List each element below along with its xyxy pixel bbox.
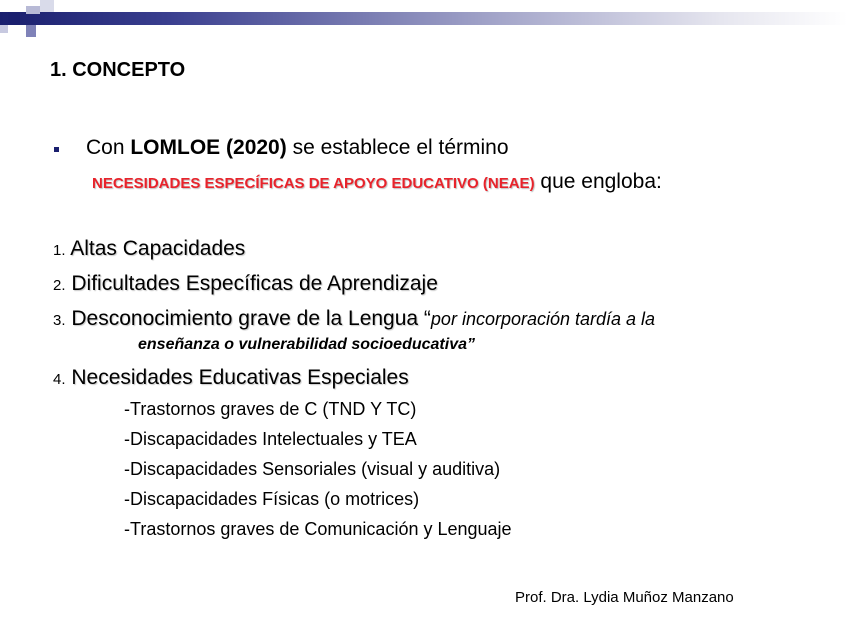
- law-name: LOMLOE (2020): [130, 136, 287, 159]
- decor-square: [26, 25, 36, 37]
- sub-item: -Discapacidades Físicas (o motrices): [124, 489, 420, 509]
- list-item: [53, 272, 438, 296]
- quote-close: ”: [467, 336, 475, 353]
- list-item: [53, 307, 655, 331]
- sub-item: -Discapacidades Sensoriales (visual y auditiva): [124, 459, 501, 479]
- item-number: 1.: [53, 242, 66, 259]
- item-note-line2: [138, 336, 475, 354]
- item-number: 3.: [53, 312, 66, 329]
- sub-item: -Trastornos graves de C (TND Y TC): [124, 399, 417, 419]
- item-text: Desconocimiento grave de la Lengua: [71, 307, 419, 330]
- item-note: por incorporación tardía a la: [430, 309, 656, 329]
- intro-suffix: se establece el término: [286, 136, 509, 159]
- decor-square: [26, 6, 40, 14]
- item-text: Necesidades Educativas Especiales: [71, 366, 409, 389]
- list-item: [53, 366, 409, 390]
- list-item: [53, 237, 245, 261]
- sub-item: -Discapacidades Intelectuales y TEA: [124, 429, 417, 449]
- author-footer: Prof. Dra. Lydia Muñoz Manzano: [515, 589, 734, 606]
- item-number: 4.: [53, 371, 66, 388]
- quote-open: “: [418, 307, 431, 330]
- decor-square: [40, 0, 54, 12]
- sub-item: -Trastornos graves de Comunicación y Lenguaje: [124, 519, 512, 539]
- item-note-line2-text: enseñanza o vulnerabilidad socioeducativa: [138, 336, 467, 353]
- item-text: Altas Capacidades: [70, 237, 246, 260]
- bullet-icon: [54, 147, 59, 152]
- neae-after: que engloba:: [534, 170, 662, 193]
- slide-title: 1. CONCEPTO: [50, 59, 186, 81]
- intro-prefix: Con: [86, 136, 131, 159]
- decor-square: [8, 12, 20, 25]
- neae-term: NECESIDADES ESPECÍFICAS DE APOYO EDUCATIVO (NEAE): [92, 175, 535, 192]
- decor-square: [0, 25, 8, 33]
- item-number: 2.: [53, 277, 66, 294]
- item-text: Dificultades Específicas de Aprendizaje: [71, 272, 438, 295]
- intro-line: [86, 136, 509, 160]
- header-gradient-bar: [0, 12, 848, 25]
- neae-line: [92, 170, 662, 194]
